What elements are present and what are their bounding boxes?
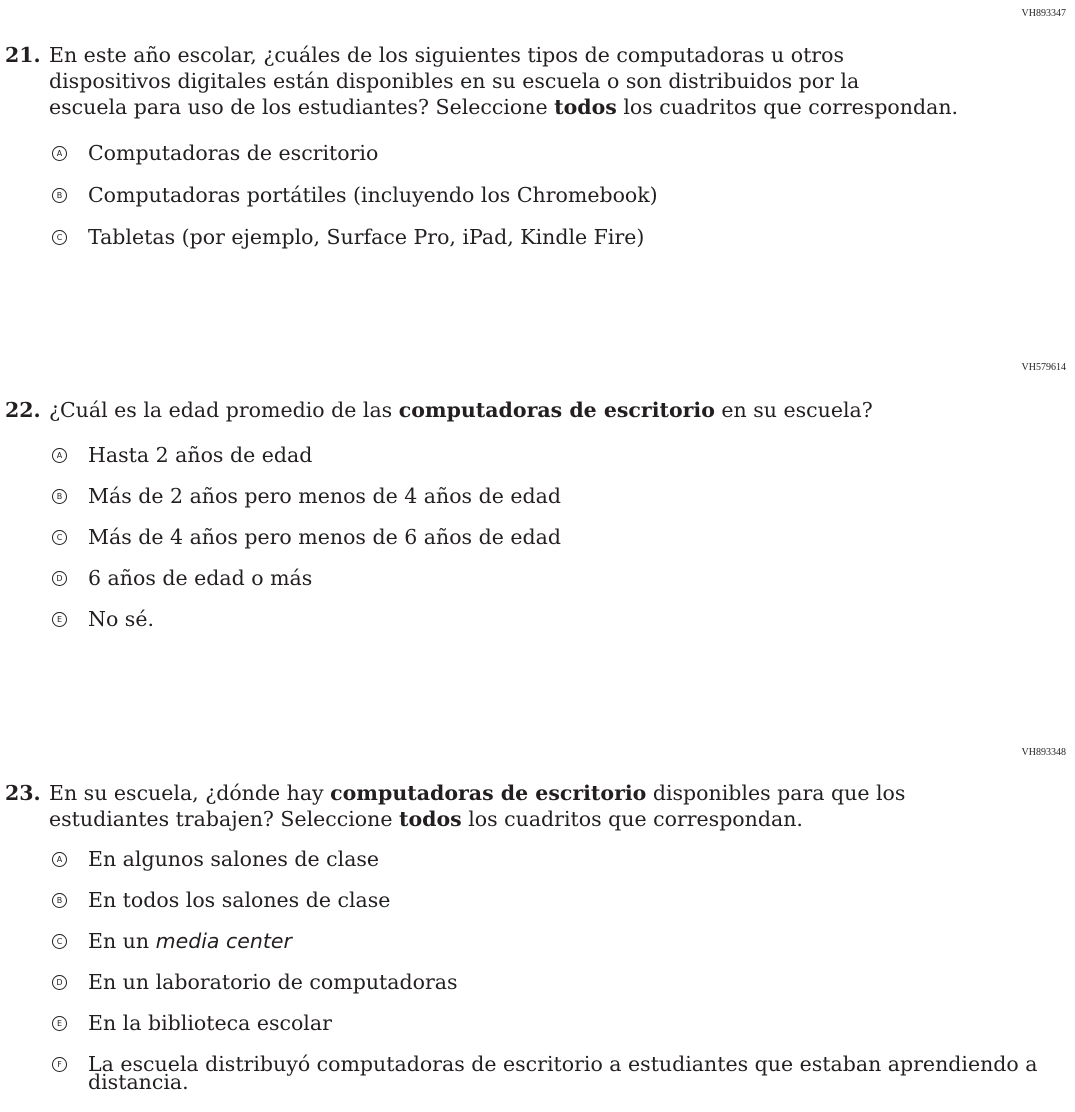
option-label: Tabletas (por ejemplo, Surface Pro, iPad, Kindle Fire) [88,225,645,249]
question-code-22: VH579614 [1021,362,1066,373]
question-text: En su escuela, ¿dónde hay computadoras de escritorio disponibles para que los estudiantes trabajen? Seleccione todos los cuadritos que correspondan. [49,781,906,831]
option-label: Computadoras portátiles (incluyendo los Chromebook) [88,183,658,207]
answer-bubble-d[interactable]: D [52,571,67,586]
question-code-23: VH893348 [1021,747,1066,758]
answer-bubble-b[interactable]: B [52,893,67,908]
option-label: La escuela distribuyó computadoras de escritorio a estudiantes que estaban aprendiendo a distancia. [88,1052,1038,1094]
option-label: 6 años de edad o más [88,566,313,590]
question-text: ¿Cuál es la edad promedio de las computadoras de escritorio en su escuela? [49,398,873,422]
option-label: Computadoras de escritorio [88,141,379,165]
option-label: En un laboratorio de computadoras [88,970,458,994]
answer-bubble-c[interactable]: C [52,530,67,545]
answer-bubble-a[interactable]: A [52,448,67,463]
option-label: Hasta 2 años de edad [88,443,313,467]
answer-bubble-b[interactable]: B [52,188,67,203]
option-label: En todos los salones de clase [88,888,391,912]
question-text: En este año escolar, ¿cuáles de los siguientes tipos de computadoras u otros dispositivos digitales están disponibles en su escuela o son distribuidos por la escuela para uso de los estudiantes? Seleccione todos los cuadritos que correspondan. [49,43,959,119]
answer-bubble-c[interactable]: C [52,230,67,245]
question-number: 21. [5,43,41,67]
option-label: En un media center [88,929,292,953]
question-code-21: VH893347 [1021,8,1066,19]
option-label: En algunos salones de clase [88,847,380,871]
answer-bubble-f[interactable]: F [52,1057,67,1072]
option-label: Más de 4 años pero menos de 6 años de edad [88,525,561,549]
answer-bubble-e[interactable]: E [52,612,67,627]
answer-bubble-e[interactable]: E [52,1016,67,1031]
option-label: Más de 2 años pero menos de 4 años de edad [88,484,561,508]
question-number: 22. [5,398,41,422]
answer-bubble-a[interactable]: A [52,146,67,161]
option-label: No sé. [88,607,154,631]
answer-bubble-c[interactable]: C [52,934,67,949]
answer-bubble-a[interactable]: A [52,852,67,867]
answer-bubble-d[interactable]: D [52,975,67,990]
answer-bubble-b[interactable]: B [52,489,67,504]
question-number: 23. [5,781,41,805]
option-label: En la biblioteca escolar [88,1011,332,1035]
